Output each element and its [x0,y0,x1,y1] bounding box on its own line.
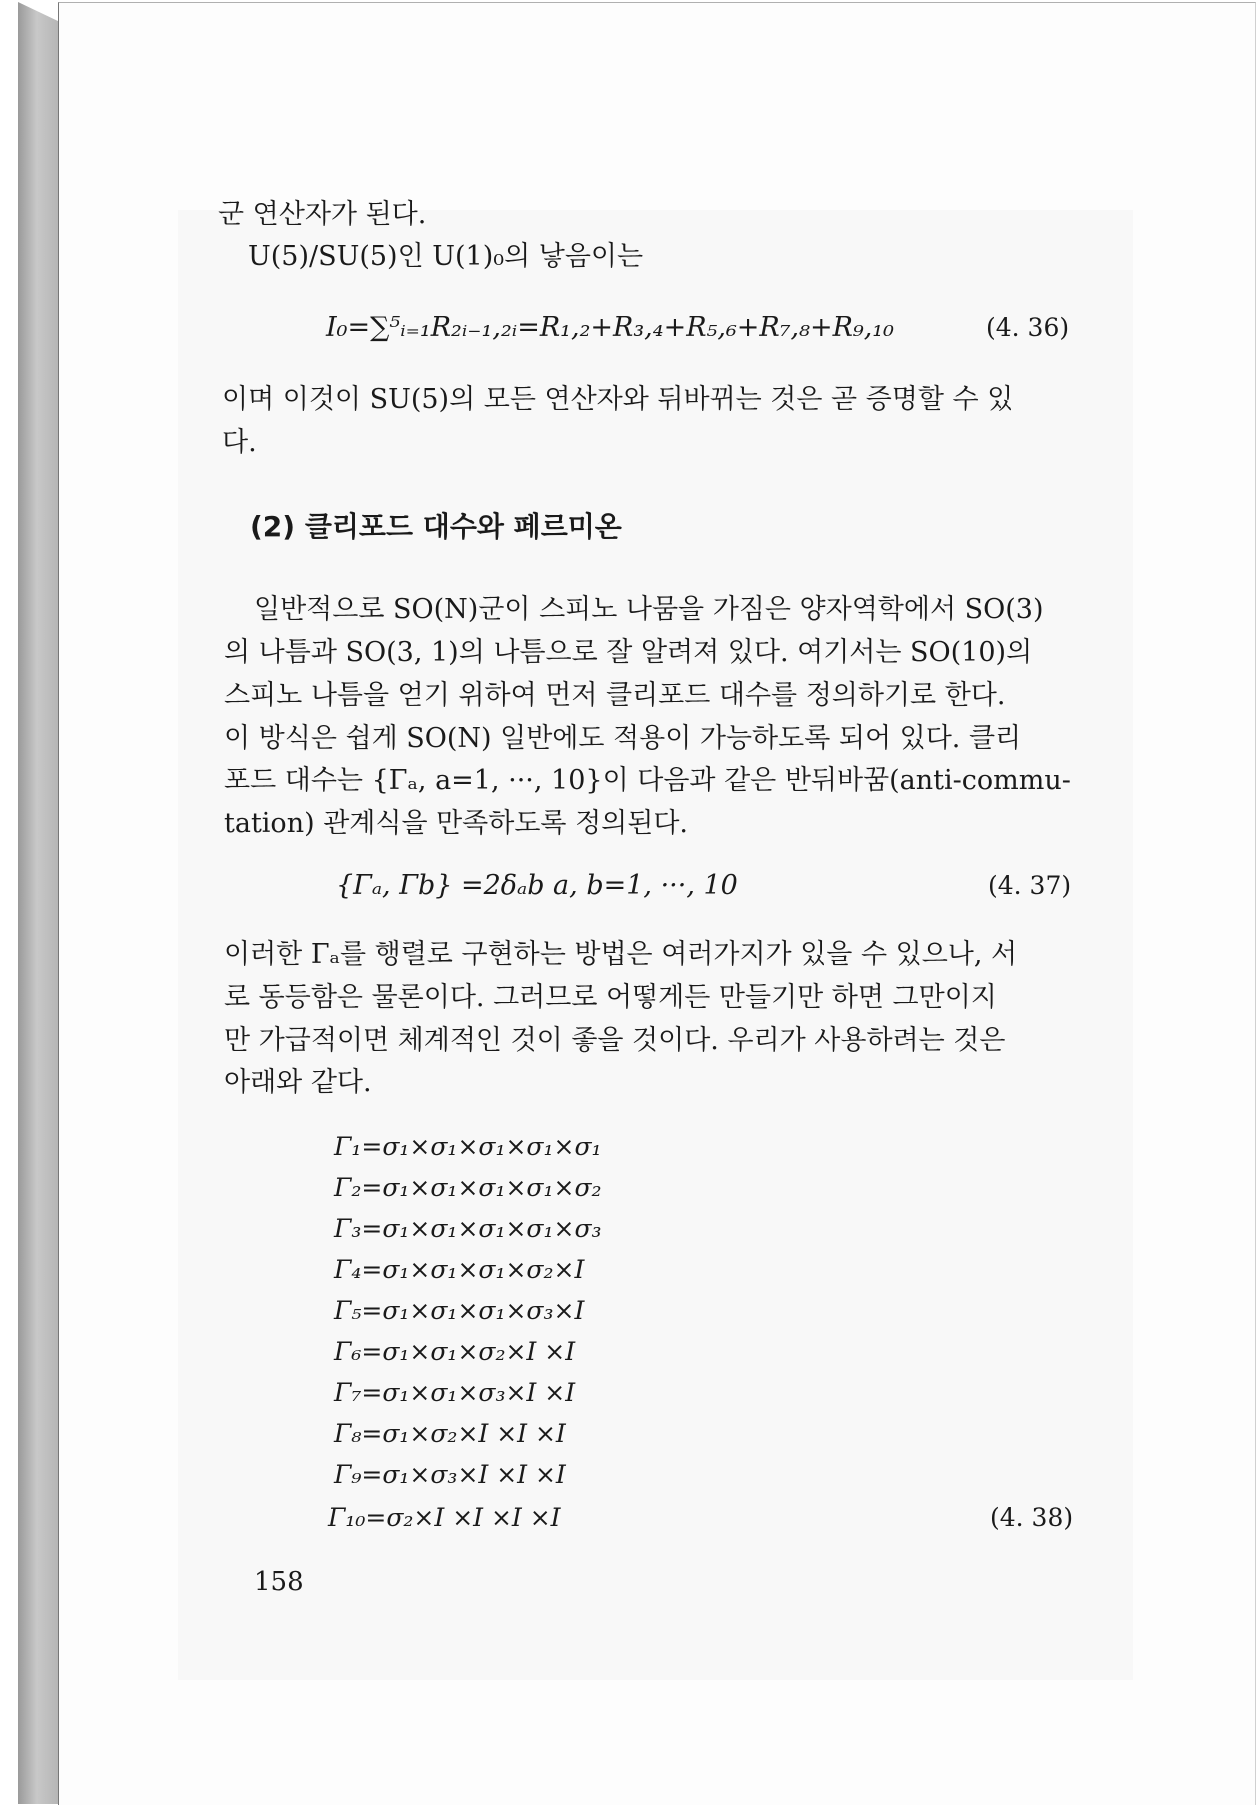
text-line: 일반적으로 SO(N)군이 스피노 나뭄을 가짐은 양자역학에서 SO(3) [254,594,1044,625]
gamma-definition: Γ₈=σ₁×σ₂×I ×I ×I [334,1419,566,1448]
text-line: 로 동등함은 물론이다. 그러므로 어떻게든 만들기만 하면 그만이지 [224,982,997,1013]
gamma-definition: Γ₂=σ₁×σ₁×σ₁×σ₁×σ₂ [334,1173,602,1202]
book-spine-corner [18,2,60,22]
text-line: 아래와 같다. [224,1067,372,1098]
equation-number: (4. 37) [988,871,1072,900]
text-line: 포드 대수는 {Γₐ, a=1, ···, 10}이 다음과 같은 반뒤바꿈(anti-commu- [224,765,1071,796]
equation-number: (4. 36) [986,313,1070,342]
gamma-definition: Γ₇=σ₁×σ₁×σ₃×I ×I [334,1378,576,1407]
gamma-definition: Γ₅=σ₁×σ₁×σ₁×σ₃×I [334,1296,585,1325]
equation-number: (4. 38) [990,1503,1074,1532]
gamma-definition: Γ₁=σ₁×σ₁×σ₁×σ₁×σ₁ [334,1132,602,1161]
text-line: 의 나틈과 SO(3, 1)의 나틈으로 잘 알려져 있다. 여기서는 SO(10)의 [224,637,1033,668]
text-line: 이 방식은 쉽게 SO(N) 일반에도 적용이 가능하도록 되어 있다. 클리 [224,723,1022,754]
text-line: 다. [222,427,257,458]
text-line: 스피노 나틈을 얻기 위하여 먼저 클리포드 대수를 정의하기로 한다. [224,680,1006,711]
text-line: U(5)/SU(5)인 U(1)₀의 낳음이는 [248,241,644,272]
text-line: 이며 이것이 SU(5)의 모든 연산자와 뒤바뀌는 것은 곧 증명할 수 있 [222,384,1014,415]
gamma-definition: Γ₆=σ₁×σ₁×σ₂×I ×I [334,1337,576,1366]
text-line: tation) 관계식을 만족하도록 정의된다. [224,808,689,839]
text-line: 이러한 Γₐ를 행렬로 구현하는 방법은 여러가지가 있을 수 있으나, 서 [224,939,1018,970]
equation-4-36: I₀=∑⁵ᵢ₌₁R₂ᵢ₋₁,₂ᵢ=R₁,₂+R₃,₄+R₅,₆+R₇,₈+R₉,₁₀ [326,312,894,343]
gamma-definition: Γ₉=σ₁×σ₃×I ×I ×I [334,1460,566,1489]
section-heading: (2) 클리포드 대수와 페르미온 [250,510,622,543]
gamma-definition: Γ₁₀=σ₂×I ×I ×I ×I [328,1503,561,1532]
page-number: 158 [254,1567,304,1597]
book-spine [18,2,60,1804]
text-line: 만 가급적이면 체계적인 것이 좋을 것이다. 우리가 사용하려는 것은 [224,1025,1006,1056]
gamma-definition: Γ₄=σ₁×σ₁×σ₁×σ₂×I [334,1255,585,1284]
gamma-definition: Γ₃=σ₁×σ₁×σ₁×σ₁×σ₃ [334,1214,602,1243]
equation-4-37: {Γₐ, Γb} =2δₐb a, b=1, ···, 10 [336,870,738,901]
text-line: 군 연산자가 된다. [218,199,427,230]
